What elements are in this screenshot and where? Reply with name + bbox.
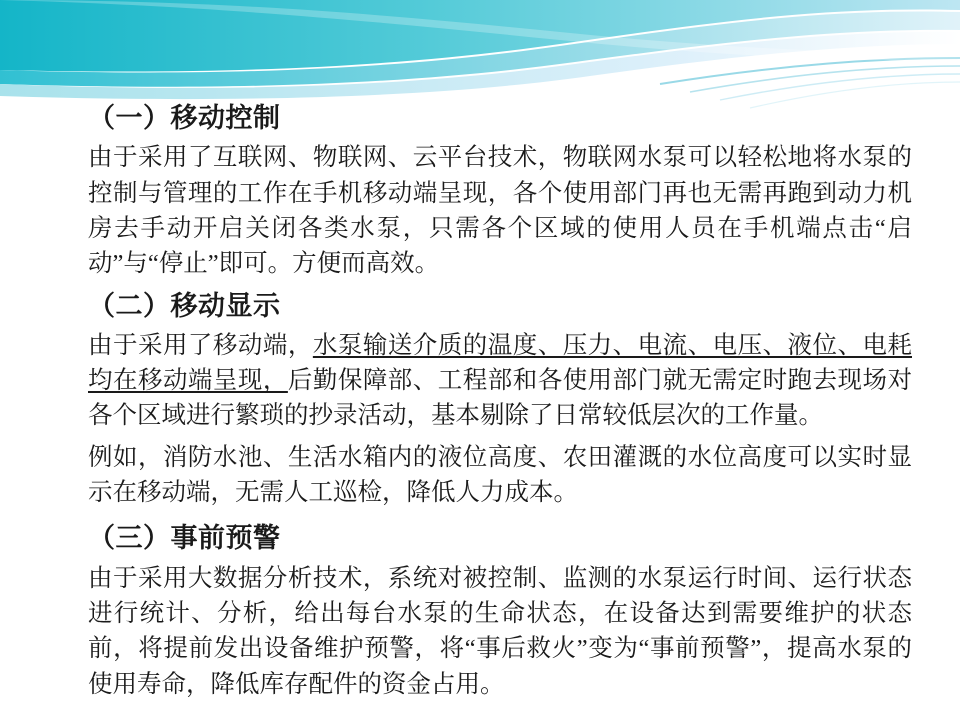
section-3-paragraph-1: 由于采用大数据分析技术，系统对被控制、监测的水泵运行时间、运行状态进行统计、分析，给出每台水泵的生命状态，在设备达到需要维护的状态前，将提前发出设备维护预警，将“事后救火”变为“事前预警”，提高水泵的使用寿命，降低库存配件的资金占用。 [88,564,912,698]
wave-graphic [0,0,960,110]
section-2-paragraph-1-rest: 后勤保障部、工程部和各使用部门就无需定时跑去现场对各个区域进行繁琐的抄录活动，基本剔除了日常较低层次的工作量。 [88,367,912,430]
section-2-paragraph-2: 例如，消防水池、生活水箱内的液位高度、农田灌溉的水位高度可以实时显示在移动端，无需人工巡检，降低人力成本。 [88,443,912,506]
decorative-wave-banner [0,0,960,110]
section-2 [0,288,960,511]
section-3-heading: （三）事前预警 [88,523,281,554]
section-2-paragraph-1-underlined: 水泵输送介质的温度、压力、电流、电压、液位、电耗均在移动端呈现， [88,331,912,395]
section-1 [0,100,960,282]
section-2-heading: （二）移动显示 [88,290,281,321]
slide-body [0,100,960,712]
section-1-heading: （一）移动控制 [88,103,281,133]
section-2-paragraph-1 [0,328,960,434]
section-1-paragraph-1: 由于采用了互联网、物联网、云平台技术，物联网水泵可以轻松地将水泵的控制与管理的工作在手机移动端呈现，各个使用部门再也无需再跑到动力机房去手动开启关闭各类水泵，只需各个区域的使用人员在手机端点击“启动”与“停止”即可。方便而高效。 [88,144,912,278]
section-3 [0,520,960,702]
section-2-paragraph-1-lead: 由于采用了移动端， [88,331,313,359]
